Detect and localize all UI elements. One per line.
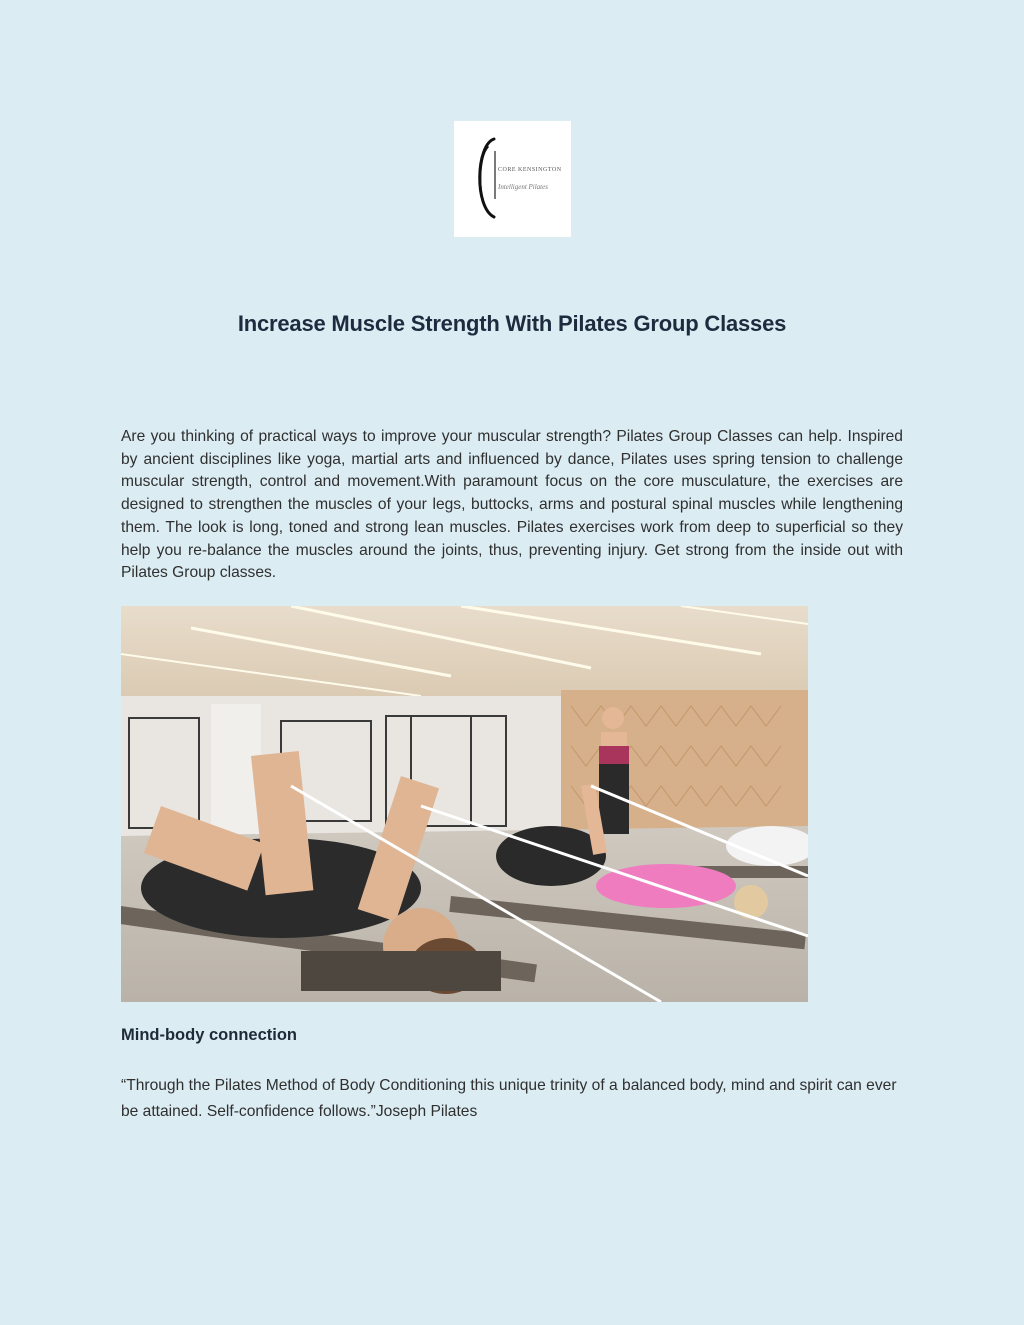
- pilates-class-image-icon: [121, 606, 808, 1002]
- logo-text: [498, 165, 562, 193]
- logo-line-1: CORE KENSINGTON: [498, 167, 562, 173]
- page-title: Increase Muscle Strength With Pilates Group Classes: [237, 311, 787, 336]
- intro-paragraph: Are you thinking of practical ways to improve your muscular strength? Pilates Group Classes can help. Inspired by ancient disciplines like yoga, martial arts and influenced by dance, Pilates uses spring tension to challenge muscular strength, control and movement.With paramount focus on the core musculature, the exercises are designed to strengthen the muscles of your legs, buttocks, arms and postural spinal muscles while lengthening them. The look is long, toned and strong lean muscles. Pilates exercises work from deep to superficial so they help you re-balance the muscles around the joints, thus, preventing injury. Get strong from the inside out with Pilates Group classes.: [121, 428, 903, 582]
- section-heading: Mind-body connection: [121, 1026, 297, 1044]
- logo-line-2: Intelligent Pilates: [498, 183, 548, 191]
- logo: [454, 121, 571, 237]
- pilates-class-photo: [121, 606, 808, 1002]
- quote-paragraph: “Through the Pilates Method of Body Conditioning this unique trinity of a balanced body, mind and spirit can ever be attained. Self-confidence follows.”Joseph Pilates: [121, 1077, 897, 1120]
